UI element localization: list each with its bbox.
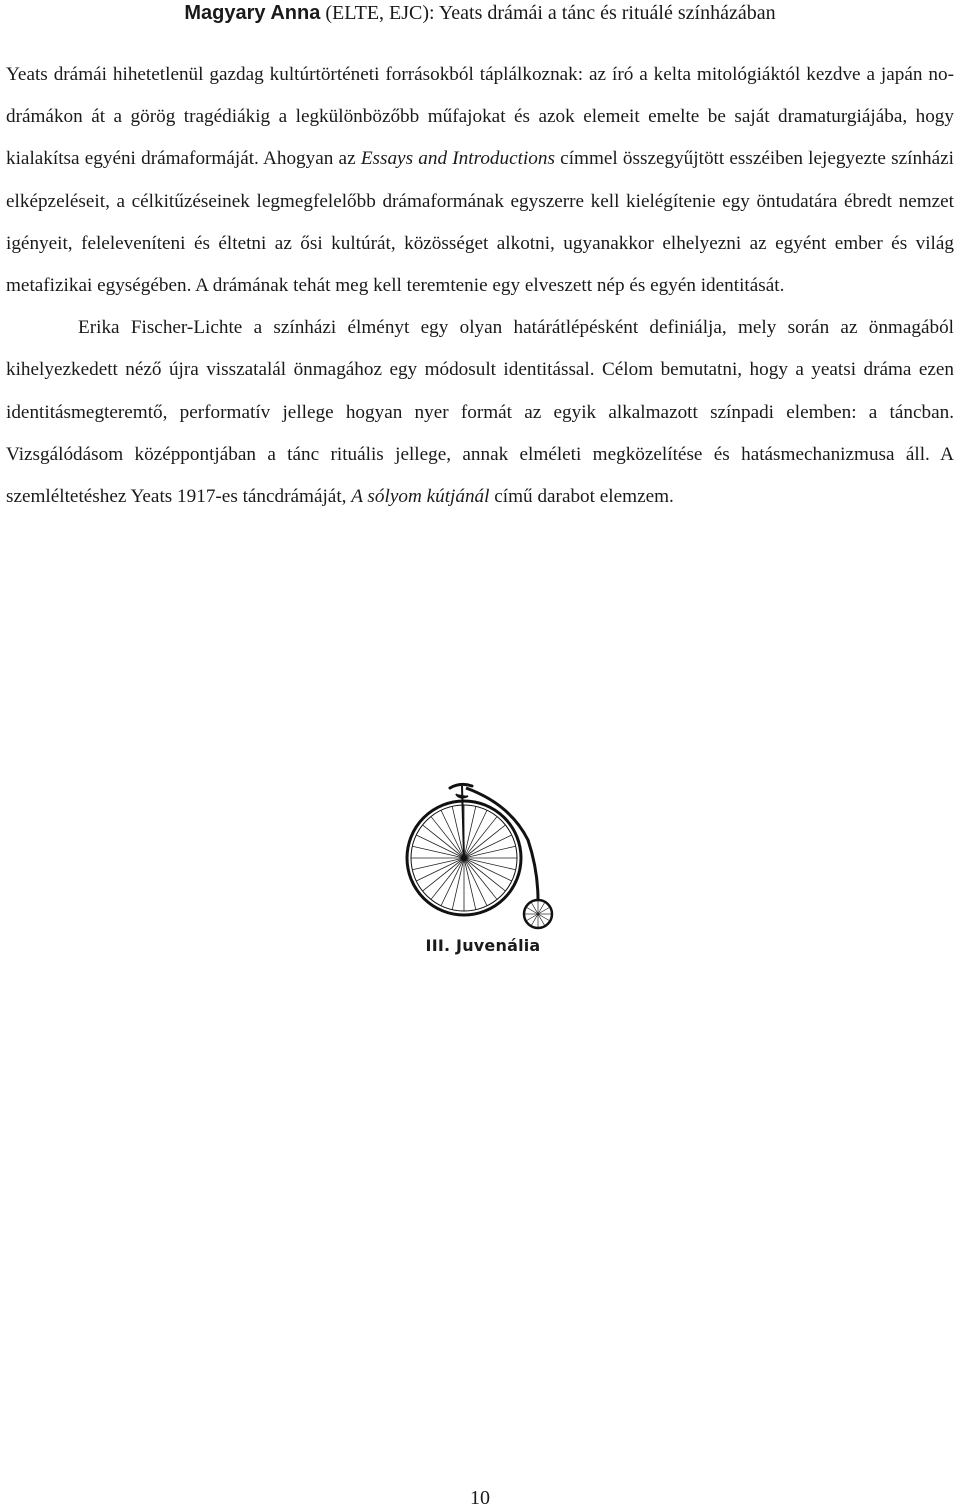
- article-body: [6, 54, 954, 518]
- paragraph-2-text-a: Erika Fischer-Lichte a színházi élményt egy olyan határátlépésként definiálja, mely során az önmagából kihelyezkedett néző újra visszatalál önmagához egy módosult identitással. Célom bemutatni, hogy a yeatsi dráma ezen identitásmegteremtő, performatív jellege hogyan nyer formát az egyik alkalmazott színpadi elemben: a táncban. Vizsgálódásom középpontjában a tánc rituális jellege, annak elméleti megközelítése és hatásmechanizmusa áll. A szemléltetéshez Yeats 1917-es táncdrámáját,: [6, 317, 954, 508]
- small-wheel: [524, 900, 552, 928]
- header-author: Magyary Anna: [184, 2, 321, 24]
- page-header: [0, 0, 960, 26]
- logo-label: III. Juvenália: [425, 936, 541, 955]
- play-title: A sólyom kútjánál: [351, 486, 490, 508]
- header-title: (ELTE, EJC): Yeats drámái a tánc és rituálé színházában: [320, 2, 776, 24]
- penny-farthing-bicycle-icon: [400, 780, 560, 960]
- paragraph-2: [6, 307, 954, 518]
- book-title-essays: Essays and Introductions: [360, 148, 555, 170]
- paragraph-1-text-b: címmel összegyűjtött esszéiben lejegyezte színházi elképzeléseit, a célkitűzéseinek legmegfelelőbb drámaformának egyszerre kell kielégítenie egy öntudatára ébredt nemzet igényeit, feleleveníteni és éltetni az ősi kultúrát, közösséget alkotni, ugyanakkor elhelyezni az egyént ember és világ metafizikai egységében. A drámának tehát meg kell teremtenie egy elveszett nép és egyén identitását.: [6, 148, 954, 297]
- page-number: 10: [470, 1487, 490, 1509]
- paragraph-1-text-a: Yeats drámái hihetetlenül gazdag kultúrtörténeti forrásokból táplálkoznak: az író a kelta mitológiáktól kezdve a japán no-drámákon át a görög tragédiákig a legkülönbözőbb műfajokat és azok elemeit emelte be saját dramaturgiájába, hogy kialakítsa egyéni drámaformáját. Ahogyan az: [6, 64, 954, 170]
- paragraph-2-text-b: című darabot elemzem.: [489, 486, 674, 508]
- paragraph-1: [6, 54, 954, 307]
